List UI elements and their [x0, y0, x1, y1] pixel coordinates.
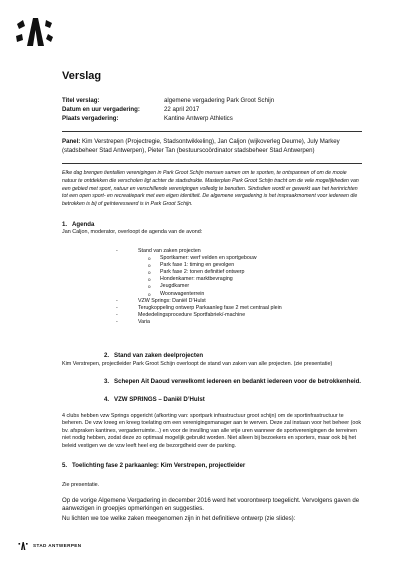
section-5-text-b: Op de vorige Algemene Vergadering in december 2016 werd het voorontwerp toegelicht. Vervolgens gaven de aanwezigen in groepjes opmerkingen en suggesties.	[62, 497, 360, 513]
agenda-item: - Terugkoppeling ontwerp Parkaanleg fase 2 met centraal plein	[116, 305, 282, 312]
agenda-list	[116, 248, 282, 326]
section-title: Schepen Ait Daoud verwelkomt iedereen en bedankt iedereen voor de betrokkenheid.	[114, 378, 361, 385]
agenda-subitem: o Hondenkamer: marktbevraging	[138, 276, 282, 283]
meta-row	[62, 114, 274, 123]
footer-brand: STAD ANTWERPEN	[33, 543, 82, 548]
section-title: Stand van zaken deelprojecten	[114, 352, 204, 359]
meta-value: algemene vergadering Park Groot Schijn	[164, 97, 275, 104]
section-number: 5.	[62, 462, 68, 469]
section-number: 2.	[104, 352, 110, 359]
meta-key: Datum en uur vergadering:	[62, 106, 140, 113]
agenda-subitem: o Sportkamer: werf velden en sportgebouw	[138, 255, 282, 262]
agenda-item: - Mededelingsprocedure Sportfabriek/-machine	[116, 312, 282, 319]
section-heading	[62, 221, 94, 228]
section-heading	[104, 396, 205, 403]
section-number: 1.	[62, 221, 68, 228]
agenda-item	[116, 248, 282, 298]
section-number: 4.	[104, 396, 110, 403]
agenda-subitem: o Park fase 2: tonen definitief ontwerp	[138, 269, 282, 276]
agenda-subitem: o Park fase 1: timing en gevolgen	[138, 262, 282, 269]
section-number: 3.	[104, 378, 110, 385]
antwerpen-a-logo	[14, 14, 54, 48]
agenda-subitem: o Woonwagenterrein	[138, 291, 282, 298]
agenda-item: - Varia	[116, 319, 282, 326]
meta-value: Kantine Antwerp Athletics	[164, 115, 233, 122]
page-title: Verslag	[62, 70, 102, 82]
section-4-text: 4 clubs hebben vzw Springs opgericht (afkorting van: sportpark infrastructuur groot schijn) om de sportinfrastructuur te beheren. De vzw kreeg en kreeg toelating om een verenigingsmanager aan te werven. Deze zal instaan voor het beheer (ook bv. afspraken kantines, vergaderruimte...) en voor de invulling van alle vrije uren wanneer de sportverenigingen de terreinen niet nodig hebben, zodat deze zo optimaal mogelijk gebruikt worden. Niet alleen bij bezoekers en sporters, maar ook bij het beleid vestigen we de vzw leeft heel erg de bezorgdheid over de parking.	[62, 413, 362, 449]
meta-key: Titel verslag:	[62, 97, 100, 104]
section-heading	[104, 352, 203, 359]
panel-text: Kim Verstrepen (Projectregie, Stadsontwikkeling), Jan Caljon (wijkoverleg Deurne), July Markey (stadsbeheer Stad Antwerpen), Pieter Tan (bestuurscoördinator stadsbeheer Stad Antwerpen)	[62, 138, 340, 154]
section-5-text-a: Zie presentatie.	[62, 482, 100, 488]
meta-block	[62, 96, 274, 123]
panel-block	[62, 138, 362, 155]
agenda-sublist	[138, 255, 282, 298]
divider	[62, 131, 362, 132]
meta-key: Plaats vergadering:	[62, 115, 119, 122]
agenda-intro: Jan Caljon, moderator, overloopt de agenda van de avond:	[62, 229, 203, 235]
agenda-subitem: o Jeugdkamer	[138, 283, 282, 290]
intro-text: Elke dag brengen tientallen verenigingen in Park Groot Schijn mensen samen om te sporten, te ontspannen of om de mooie natuur te ontdekken die verscholen ligt achter de stadsdrukte. Masterplan Park Groot Schijn tracht om de vele mogelijkheden van een gebied met sport, natuur en verschillende verenigingen volledig te benutten. Sindsdien wordt er gewerkt aan het herinrichten tot een open sport- en recreatiepark met een eigen identiteit. De algemene vergadering is het inspraakmoment voor iedereen die betrokken is bij of geïnteresseerd is in Park Groot Schijn.	[62, 170, 359, 208]
meta-row	[62, 96, 274, 105]
meta-row	[62, 105, 274, 114]
section-heading	[104, 378, 361, 385]
agenda-item: - VZW Springs: Daniël D’Hulst	[116, 298, 282, 305]
meta-value: 22 april 2017	[164, 106, 200, 113]
section-5-text-c: Nu lichten we toe welke zaken meegenomen zijn in het definitieve ontwerp (zie slides):	[62, 515, 296, 522]
antwerpen-footer-logo	[18, 541, 28, 550]
section-2-text: Kim Verstrepen, projectleider Park Groot Schijn overloopt de stand van zaken van alle projecten. (zie presentatie)	[62, 361, 333, 367]
divider	[62, 163, 362, 164]
section-title: Toelichting fase 2 parkaanleg: Kim Verstrepen, projectleider	[72, 462, 246, 469]
section-heading	[62, 462, 245, 469]
panel-label: Panel:	[62, 138, 81, 145]
section-title: Agenda	[72, 221, 95, 228]
agenda-item-label: Stand van zaken projecten	[138, 248, 201, 254]
section-title: VZW SPRINGS – Daniël D’Hulst	[114, 396, 205, 403]
